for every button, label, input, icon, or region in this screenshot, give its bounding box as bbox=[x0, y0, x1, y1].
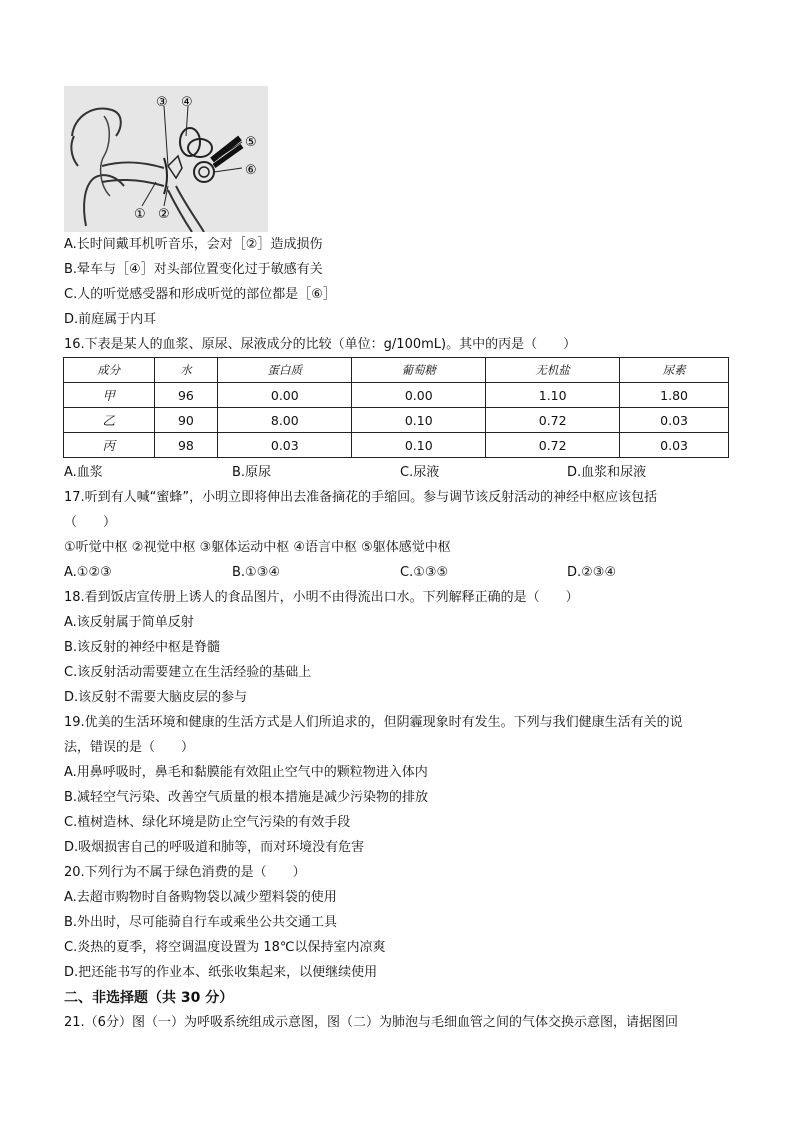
q18-option-a: A.该反射属于简单反射 bbox=[64, 615, 194, 630]
q17-stem-line1: 17.听到有人喊“蜜蜂”，小明立即将伸出去准备摘花的手缩回。参与调节该反射活动的神经中枢应该包括 bbox=[64, 490, 658, 505]
table-cell: 0.03 bbox=[620, 408, 729, 433]
q20-stem: 20.下列行为不属于绿色消费的是（ ） bbox=[64, 865, 306, 880]
table-header-cell: 葡萄糖 bbox=[352, 358, 486, 383]
q21-stem: 21.（6分）图（一）为呼吸系统组成示意图，图（二）为肺泡与毛细血管之间的气体交换示意图，请据图回 bbox=[64, 1015, 678, 1030]
q15-option-d: D.前庭属于内耳 bbox=[64, 312, 157, 327]
label-1: ① bbox=[134, 207, 146, 222]
q18-option-c: C.该反射活动需要建立在生活经验的基础上 bbox=[64, 665, 312, 680]
q16-options-row bbox=[64, 464, 764, 482]
table-cell: 1.10 bbox=[486, 383, 620, 408]
q20-option-d: D.把还能书写的作业本、纸张收集起来，以便继续使用 bbox=[64, 965, 378, 980]
q20-option-b: B.外出时，尽可能骑自行车或乘坐公共交通工具 bbox=[64, 915, 338, 930]
table-row bbox=[64, 383, 729, 408]
label-6: ⑥ bbox=[245, 163, 257, 178]
q17-stem-line2: （ ） bbox=[64, 515, 117, 530]
q17-options-row bbox=[64, 564, 764, 582]
table-cell: 0.72 bbox=[486, 433, 620, 458]
q16-composition-table bbox=[63, 357, 729, 458]
table-cell: 0.00 bbox=[352, 383, 486, 408]
table-cell: 0.10 bbox=[352, 433, 486, 458]
table-cell: 98 bbox=[154, 433, 218, 458]
q16-option-d: D.血浆和尿液 bbox=[567, 465, 647, 480]
q17-option-c: C.①③⑤ bbox=[400, 565, 449, 580]
table-cell: 0.72 bbox=[486, 408, 620, 433]
q16-stem: 16.下表是某人的血浆、原尿、尿液成分的比较（单位：g/100mL)。其中的丙是（ ） bbox=[64, 337, 577, 352]
ear-structure-figure bbox=[64, 86, 268, 232]
q18-stem: 18.看到饭店宣传册上诱人的食品图片，小明不由得流出口水。下列解释正确的是（ ） bbox=[64, 590, 579, 605]
q19-stem-line2: 法，错误的是（ ） bbox=[64, 740, 195, 755]
q19-option-b: B.减轻空气污染、改善空气质量的根本措施是减少污染物的排放 bbox=[64, 790, 429, 805]
q17-choices: ①听觉中枢 ②视觉中枢 ③躯体运动中枢 ④语言中枢 ⑤躯体感觉中枢 bbox=[64, 540, 451, 555]
q15-option-a: A.长时间戴耳机听音乐，会对［②］造成损伤 bbox=[64, 237, 323, 252]
q19-option-c: C.植树造林、绿化环境是防止空气污染的有效手段 bbox=[64, 815, 351, 830]
q16-option-a: A.血浆 bbox=[64, 465, 103, 480]
q18-option-d: D.该反射不需要大脑皮层的参与 bbox=[64, 690, 248, 705]
q15-option-c: C.人的听觉感受器和形成听觉的部位都是［⑥］ bbox=[64, 287, 336, 302]
ear-diagram bbox=[64, 86, 268, 232]
q20-option-c: C.炎热的夏季，将空调温度设置为 18℃以保持室内凉爽 bbox=[64, 940, 386, 955]
q20-option-a: A.去超市购物时自备购物袋以减少塑料袋的使用 bbox=[64, 890, 337, 905]
table-cell: 1.80 bbox=[620, 383, 729, 408]
table-cell: 乙 bbox=[64, 408, 155, 433]
q18-option-b: B.该反射的神经中枢是脊髓 bbox=[64, 640, 221, 655]
label-5: ⑤ bbox=[245, 135, 257, 150]
table-cell: 0.00 bbox=[218, 383, 352, 408]
table-cell: 90 bbox=[154, 408, 218, 433]
table-header-cell: 无机盐 bbox=[486, 358, 620, 383]
table-row bbox=[64, 408, 729, 433]
label-3: ③ bbox=[156, 95, 168, 110]
q17-option-a: A.①②③ bbox=[64, 565, 112, 580]
table-header-row bbox=[64, 358, 729, 383]
table-cell: 0.10 bbox=[352, 408, 486, 433]
table-header-cell: 水 bbox=[154, 358, 218, 383]
q16-option-c: C.尿液 bbox=[400, 465, 440, 480]
q17-option-d: D.②③④ bbox=[567, 565, 617, 580]
table-cell: 甲 bbox=[64, 383, 155, 408]
section-2-title: 二、非选择题（共 30 分） bbox=[64, 990, 234, 1006]
table-cell: 丙 bbox=[64, 433, 155, 458]
table-row bbox=[64, 433, 729, 458]
q19-option-d: D.吸烟损害自己的呼吸道和肺等，而对环境没有危害 bbox=[64, 840, 365, 855]
q19-option-a: A.用鼻呼吸时，鼻毛和黏膜能有效阻止空气中的颗粒物进入体内 bbox=[64, 765, 428, 780]
q15-option-b: B.晕车与［④］对头部位置变化过于敏感有关 bbox=[64, 262, 323, 277]
q16-option-b: B.原尿 bbox=[232, 465, 272, 480]
q17-option-b: B.①③④ bbox=[232, 565, 281, 580]
table-cell: 96 bbox=[154, 383, 218, 408]
table-header-cell: 蛋白质 bbox=[218, 358, 352, 383]
table-header-cell: 成分 bbox=[64, 358, 155, 383]
table-cell: 0.03 bbox=[620, 433, 729, 458]
table-cell: 8.00 bbox=[218, 408, 352, 433]
label-2: ② bbox=[158, 207, 170, 222]
table-cell: 0.03 bbox=[218, 433, 352, 458]
label-4: ④ bbox=[181, 95, 193, 110]
q19-stem-line1: 19.优美的生活环境和健康的生活方式是人们所追求的，但阴霾现象时有发生。下列与我们健康生活有关的说 bbox=[64, 715, 683, 730]
table-header-cell: 尿素 bbox=[620, 358, 729, 383]
